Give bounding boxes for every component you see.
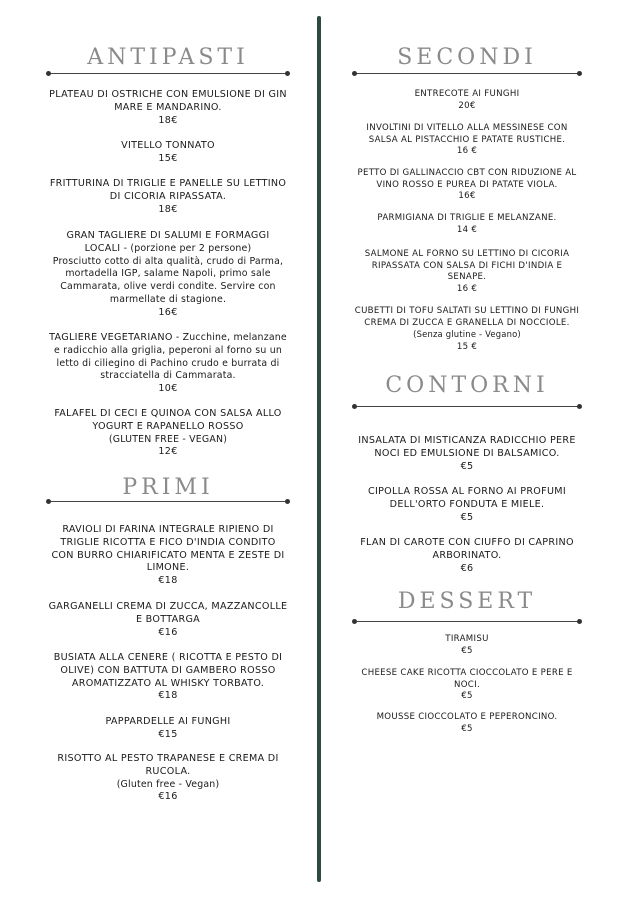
menu-item: [354, 168, 580, 203]
menu-item: [354, 89, 580, 112]
menu-item: [354, 668, 580, 703]
menu-item: [48, 716, 288, 742]
menu-item: [48, 89, 288, 127]
item-name: GARGANELLI CREMA DI ZUCCA, MAZZANCOLLE E BOTTARGA: [48, 601, 288, 625]
menu-item: [48, 601, 288, 639]
menu-item: [48, 408, 288, 459]
menu-item: [354, 486, 580, 524]
item-name: CIPOLLA ROSSA AL FORNO AI PROFUMI DELL'ORTO FONDUTA E MIELE.: [367, 486, 567, 510]
item-name: VITELLO TONNATO: [121, 140, 215, 151]
item-price: 15€: [158, 152, 178, 164]
item-price: 16 €: [456, 146, 478, 157]
item-price: 16 €: [456, 283, 478, 294]
secondi-rule: [354, 73, 580, 74]
item-name: SALMONE AL FORNO SU LETTINO DI CICORIA RIPASSATA CON SALSA DI FICHI D'INDIA E SENAPE.: [364, 249, 570, 283]
item-name: GRAN TAGLIERE DI SALUMI E FORMAGGI LOCALI: [66, 230, 270, 254]
item-name: RAVIOLI DI FARINA INTEGRALE RIPIENO DI TRIGLIE RICOTTA E FICO D'INDIA CONDITO CON BURRO CHIARIFICATO MENTA E ZESTE DI LIMONE.: [51, 524, 285, 574]
menu-item: [48, 140, 288, 166]
primi-rule: [48, 501, 288, 502]
item-name: MOUSSE CIOCCOLATO E PEPERONCINO.: [376, 712, 558, 722]
contorni-title: CONTORNI: [385, 373, 549, 398]
menu-item: [48, 753, 288, 804]
menu-item: [354, 634, 580, 657]
menu-item: [48, 178, 288, 216]
item-price: 16€: [158, 306, 178, 318]
menu-item: [354, 537, 580, 575]
item-name: PAPPARDELLE AI FUNGHI: [105, 716, 231, 727]
menu-item: [48, 230, 288, 320]
item-price: 18€: [158, 114, 178, 126]
item-name: CHEESE CAKE RICOTTA CIOCCOLATO E PERE E NOCI.: [361, 668, 573, 690]
item-price: 10€: [158, 383, 178, 395]
antipasti-title: ANTIPASTI: [87, 45, 249, 70]
item-description: Prosciutto cotto di alta qualità, crudo di Parma, mortadella IGP, salame Napoli, primo sale Cammarata, olive verdi condite. Servire con marmellate di stagione.: [52, 255, 284, 305]
secondi-title: SECONDI: [397, 45, 537, 70]
item-description: (GLUTEN FREE - VEGAN): [108, 433, 228, 445]
dessert-title: DESSERT: [397, 589, 537, 614]
item-price: 15 €: [456, 341, 478, 352]
item-description: (Senza glutine - Vegano): [413, 329, 521, 340]
menu-item: [48, 652, 288, 703]
menu-item: [354, 249, 580, 295]
item-price: 16€: [458, 191, 476, 202]
item-price: €5: [461, 723, 473, 734]
item-price: €18: [158, 690, 178, 702]
menu-item: [48, 332, 288, 396]
item-price: €5: [460, 511, 474, 523]
item-price: €16: [158, 791, 178, 803]
item-name: PLATEAU DI OSTRICHE CON EMULSIONE DI GIN MARE E MANDARINO.: [49, 89, 287, 113]
item-name: TIRAMISU: [445, 634, 489, 644]
antipasti-rule: [48, 73, 288, 74]
item-price: 18€: [158, 203, 178, 215]
item-price: €5: [461, 645, 473, 656]
item-price: €18: [158, 575, 178, 587]
item-name: FALAFEL DI CECI E QUINOA CON SALSA ALLO YOGURT E RAPANELLO ROSSO: [54, 408, 282, 432]
item-price: €5: [460, 460, 474, 472]
item-name: FRITTURINA DI TRIGLIE E PANELLE SU LETTINO DI CICORIA RIPASSATA.: [49, 178, 287, 202]
item-price: €15: [158, 728, 178, 740]
item-price: 14 €: [456, 224, 478, 235]
item-name: INVOLTINI DI VITELLO ALLA MESSINESE CON SALSA AL PISTACCHIO E PATATE RUSTICHE.: [366, 123, 568, 145]
menu-item: [354, 306, 580, 353]
item-price: €5: [461, 691, 473, 702]
contorni-rule: [354, 406, 580, 407]
item-name: BUSIATA ALLA CENERE ( RICOTTA E PESTO DI OLIVE) CON BATTUTA DI GAMBERO ROSSO AROMATIZZATO AL WHISKY TORBATO.: [53, 652, 283, 689]
item-name: FLAN DI CAROTE CON CIUFFO DI CAPRINO ARBORINATO.: [360, 537, 574, 561]
item-price: 12€: [158, 446, 178, 458]
item-note: - Zucchine, melanzane e radicchio alla griglia, peperoni al forno su un letto di ciliegino di Pachino crudo e burrata di stracciatella di Cammarata.: [54, 332, 287, 382]
dessert-rule: [354, 621, 580, 622]
column-divider: [317, 16, 321, 882]
item-name: TAGLIERE VEGETARIANO: [49, 332, 173, 343]
item-name: RISOTTO AL PESTO TRAPANESE E CREMA DI RUCOLA.: [57, 753, 279, 777]
primi-title: PRIMI: [122, 475, 214, 500]
item-name: PARMIGIANA DI TRIGLIE E MELANZANE.: [377, 213, 557, 223]
menu-item: [354, 435, 580, 473]
item-name: ENTRECOTE AI FUNGHI: [414, 89, 520, 99]
item-name: INSALATA DI MISTICANZA RADICCHIO PERE NOCI ED EMULSIONE DI BALSAMICO.: [358, 435, 576, 459]
item-name: CUBETTI DI TOFU SALTATI SU LETTINO DI FUNGHI CREMA DI ZUCCA E GRANELLA DI NOCCIOLE.: [354, 306, 580, 328]
item-price: €16: [158, 626, 178, 638]
menu-item: [354, 123, 580, 158]
item-note: - (porzione per 2 persone): [120, 242, 252, 254]
menu-item: [354, 213, 580, 236]
item-description: (Gluten free - Vegan): [116, 778, 220, 790]
menu-item: [48, 524, 288, 588]
item-price: 20€: [458, 100, 476, 111]
item-name: PETTO DI GALLINACCIO CBT CON RIDUZIONE AL VINO ROSSO E PUREA DI PATATE VIOLA.: [357, 168, 577, 190]
item-price: €6: [460, 562, 474, 574]
menu-item: [354, 712, 580, 735]
